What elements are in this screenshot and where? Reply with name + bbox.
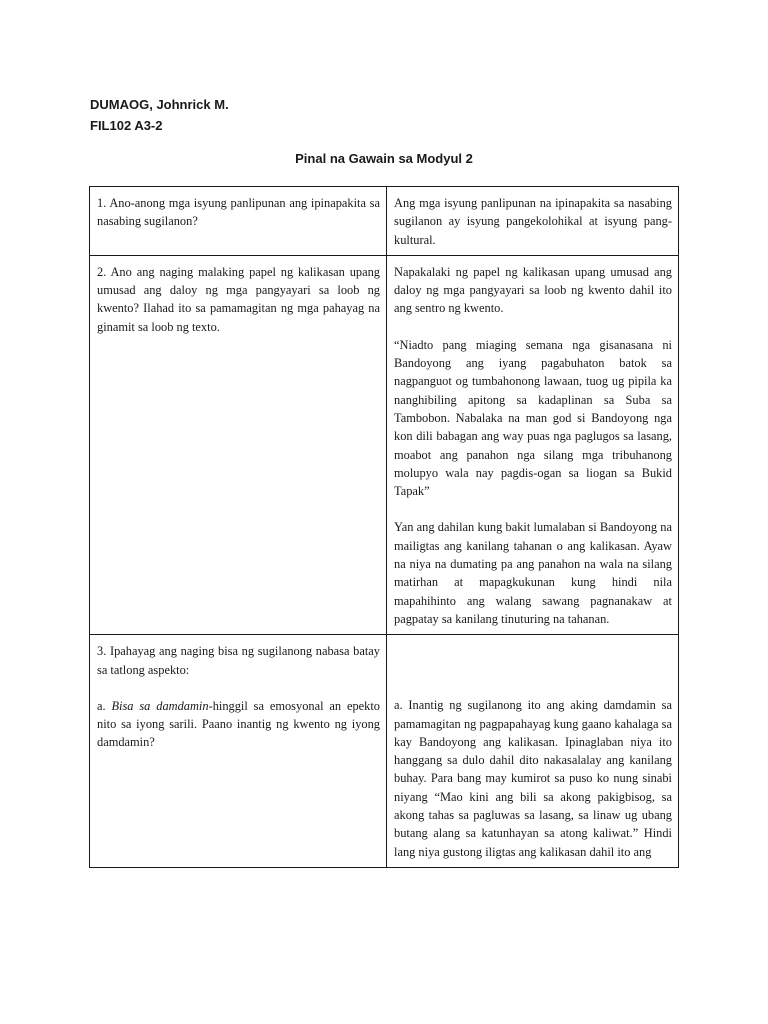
answer-text: a. Inantig ng sugilanong ito ang aking damdamin sa pamamagitan ng pagpapahayag kung gaano kahalaga sa kay Bandoyong ang kalikasan. Ipinaglaban niya ito hanggang sa dulo dahil dito nakasalalay ang kanilang buhay. Para bang may kumirot sa puso ko nung sinabi niyang “Mao kini ang bili sa akong pakigbisog, sa akong tahas sa pagluwas sa lasang, sa linaw ug ubang butang alang sa katunhayan sa atong kaliwat.” Hindi lang niya gustong iligtas ang kalikasan dahil ito ang [394, 698, 672, 859]
answer-cell [387, 635, 679, 868]
subitem-term: Bisa sa damdamin [111, 698, 209, 713]
subitem-description: -hinggil sa emosyonal an epekto nito sa iyong sarili. Paano inantig ng kwento ng iyong damdamin? [97, 698, 380, 750]
answer-paragraph: Napakalaki ng papel ng kalikasan upang umusad ang daloy ng mga pangyayari sa loob ng kwento dahil ito ang sentro ng kwento. [394, 264, 672, 316]
question-cell [90, 255, 387, 634]
question-text: 2. Ano ang naging malaking papel ng kalikasan upang umusad ang daloy ng mga pangyayari sa loob ng kwento? Ilahad ito sa pamamagitan ng mga pahayag na ginamit sa loob ng texto. [97, 264, 380, 334]
table-row [90, 635, 679, 868]
table-row [90, 255, 679, 634]
document-title: Pinal na Gawain sa Modyul 2 [295, 151, 473, 166]
answer-paragraph: Yan ang dahilan kung bakit lumalaban si Bandoyong na mailigtas ang kanilang tahanan o ang kalikasan. Ayaw na niya na dumating pa ang panahon na wala na silang matirhan at mapagkukunan kung hindi nila mapahihinto ang walang sawang pagnanakaw at pagpatay sa kanilang tinuturing na tahanan. [394, 520, 672, 626]
subitem-prefix: a. [97, 698, 112, 713]
student-name: DUMAOG, Johnrick M. [90, 97, 229, 112]
answer-cell [387, 187, 679, 256]
question-intro: 3. Ipahayag ang naging bisa ng sugilanong nabasa batay sa tatlong aspekto: [97, 644, 380, 677]
course-section: FIL102 A3-2 [90, 118, 163, 133]
question-text: 1. Ano-anong mga isyung panlipunan ang ipinapakita sa nasabing sugilanon? [97, 196, 380, 229]
answer-text: Ang mga isyung panlipunan na ipinapakita sa nasabing sugilanon ay isyung pangekolohikal at isyung pang-kultural. [394, 196, 672, 247]
answer-quote: “Niadto pang miaging semana nga gisanasana ni Bandoyong ang iyang pagabuhaton batok sa nagpanguot og tumbahonong lawaan, tuog ug pipila ka nanghibiling apitong sa kadaplinan sa Suba sa Tambobon. Nabalaka na man god si Bandoyong nga kon dili babagan ang way puas nga paglugos sa lasang, moabot ang panahon nga silang mga tribuhanong molupyo wala nay pagdis-ogan sa liogan sa Bukid Tapak” [394, 337, 672, 499]
question-subitem-a [97, 697, 380, 752]
table-row [90, 187, 679, 256]
question-cell [90, 187, 387, 256]
answer-cell [387, 255, 679, 634]
question-answer-table [89, 186, 679, 868]
question-cell [90, 635, 387, 868]
student-header [90, 94, 229, 136]
